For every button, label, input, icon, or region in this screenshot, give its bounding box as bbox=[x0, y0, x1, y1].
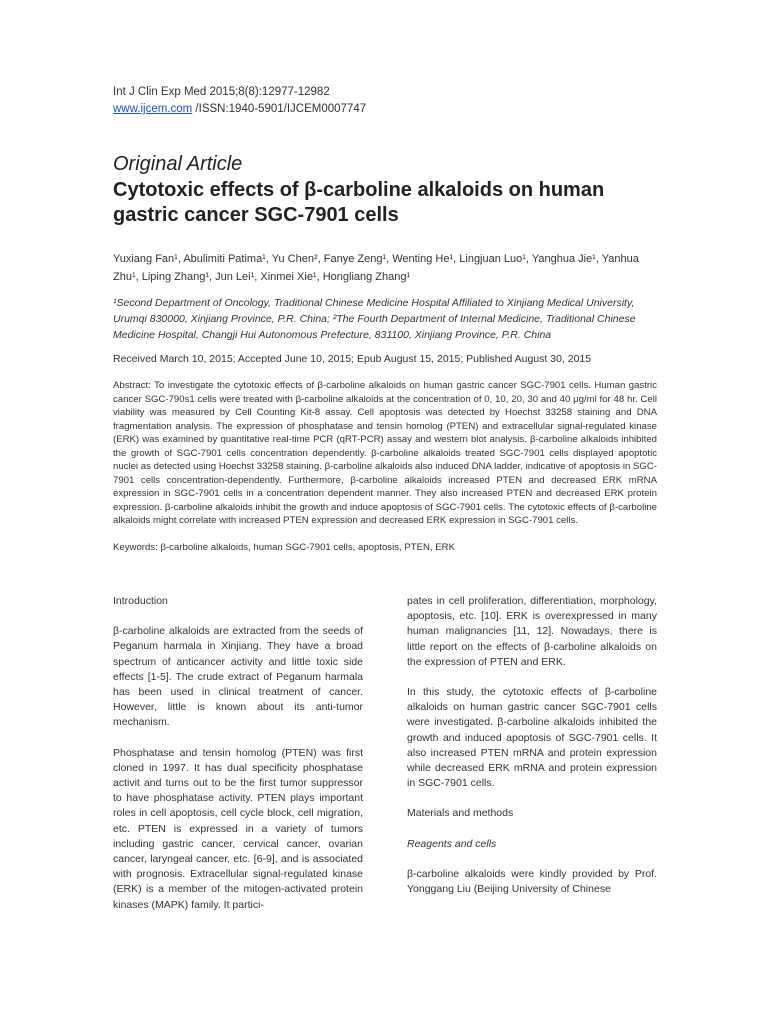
paragraph: pates in cell proliferation, differentiation, morphology, apoptosis, etc. [10]. ERK is overexpressed in many human malignancies [11, 12]. Nowadays, there is little report on the effects of β-carboline alkaloids on the expression of PTEN and ERK. bbox=[407, 595, 657, 668]
article-title-line-1: Cytotoxic effects of β-carboline alkaloids on human bbox=[113, 179, 605, 201]
section-heading-introduction: Introduction bbox=[113, 595, 168, 607]
journal-info bbox=[113, 84, 657, 118]
journal-citation: Int J Clin Exp Med 2015;8(8):12977-12982 bbox=[113, 86, 330, 98]
body-columns bbox=[113, 594, 657, 928]
journal-links bbox=[113, 101, 657, 118]
journal-issn: /ISSN:1940-5901/IJCEM0007747 bbox=[192, 103, 367, 115]
paragraph: In this study, the cytotoxic effects of β-carboline alkaloids on human gastric cancer SGC-7901 cells were investigated. β-carboline alkaloids inhibited the growth and induced apoptosis of SGC-7901 cells. It also increased PTEN mRNA and protein expression while decreased ERK mRNA and protein expression in SGC-7901 cells. bbox=[407, 686, 657, 790]
keywords: Keywords: β-carboline alkaloids, human SGC-7901 cells, apoptosis, PTEN, ERK bbox=[113, 541, 455, 553]
article-title-line-2: gastric cancer SGC-7901 cells bbox=[113, 204, 399, 226]
paragraph: β-carboline alkaloids were kindly provided by Prof. Yonggang Liu (Beijing University of Chinese bbox=[407, 867, 657, 896]
subsection-heading: Reagents and cells bbox=[407, 837, 497, 850]
journal-url-link[interactable]: www.ijcem.com bbox=[113, 103, 193, 115]
article-title bbox=[113, 178, 657, 228]
right-column bbox=[407, 594, 657, 928]
publication-dates: Received March 10, 2015; Accepted June 10, 2015; Epub August 15, 2015; Published August 30, 2015 bbox=[113, 353, 592, 365]
article-header bbox=[113, 84, 657, 555]
article-type: Original Article bbox=[113, 153, 243, 175]
affiliations: ¹Second Department of Oncology, Traditional Chinese Medicine Hospital Affiliated to Xinjiang Medical University, Urumqi 830000, Xinjiang Province, P.R. China; ²The Fourth Department of Internal Medicine, Traditional Chinese Medicine Hospital, Changji Hui Autonomous Prefecture, 831100, Xinjiang Province, P.R. China bbox=[113, 297, 636, 341]
author-list: Yuxiang Fan¹, Abulimiti Patima¹, Yu Chen², Fanye Zeng¹, Wenting He¹, Lingjuan Luo¹, Yanghua Jie¹, Yanhua Zhu¹, Liping Zhang¹, Jun Lei¹, Xinmei Xie¹, Hongliang Zhang¹ bbox=[113, 253, 639, 283]
paragraph: β-carboline alkaloids are extracted from the seeds of Peganum harmala in Xinjiang. They have a broad spectrum of anticancer activity and little toxic side effects [1-5]. The crude extract of Peganum harmala has been used in clinical treatment of cancer. However, little is known about its anti-tumor mechanism. bbox=[113, 625, 363, 729]
abstract: Abstract: To investigate the cytotoxic effects of β-carboline alkaloids on human gastric cancer SGC-7901 cells. Human gastric cancer SGC-790s1 cells were treated with β-carboline alkaloids at the concentration of 0, 10, 20, 30 and 40 μg/ml for 48 hr. Cell viability was measured by Cell Counting Kit-8 assay. Cell apoptosis was detected by Hoechst 33258 staining and DNA fragmentation analysis. The expression of phosphatase and tensin homolog (PTEN) and extracellular signal-regulated kinase (ERK) was examined by quantitative real-time PCR (qRT-PCR) assay and western blot analysis. β-carboline alkaloids inhibited the growth of SGC-7901 cells concentration dependently. β-carboline alkaloids treated SGC-7901 cells displayed apoptotic nuclei as detected using Hoechst 33258 staining. β-carboline alkaloids also induced DNA ladder, indicative of apoptosis in SGC-7901 cells concentration-dependently. Furthermore, β-carboline alkaloids increased PTEN and decreased ERK mRNA expression in SGC-7901 cells in a concentration dependent manner. They also increased PTEN and decreased ERK protein expression. β-carboline alkaloids inhibit the growth and induce apoptosis of SGC-7901 cells. The cytotoxic effects of β-carboline alkaloids might correlate with increased PTEN expression and decreased ERK expression in SGC-7901 cells. bbox=[113, 380, 657, 526]
paragraph: Phosphatase and tensin homolog (PTEN) was first cloned in 1997. It has dual specificity phosphatase activit and turns out to be the first tumor suppressor to have phosphatase activity. PTEN plays important roles in cell apoptosis, cell cycle block, cell migration, etc. PTEN is expressed in a variety of tumors including gastric cancer, cervical cancer, ovarian cancer, laryngeal cancer, etc. [6-9], and is associated with prognosis. Extracellular signal-regulated kinase (ERK) is a member of the mitogen-activated protein kinases (MAPK) family. It partici- bbox=[113, 746, 363, 911]
section-heading-methods: Materials and methods bbox=[407, 807, 514, 820]
left-column bbox=[113, 594, 363, 928]
